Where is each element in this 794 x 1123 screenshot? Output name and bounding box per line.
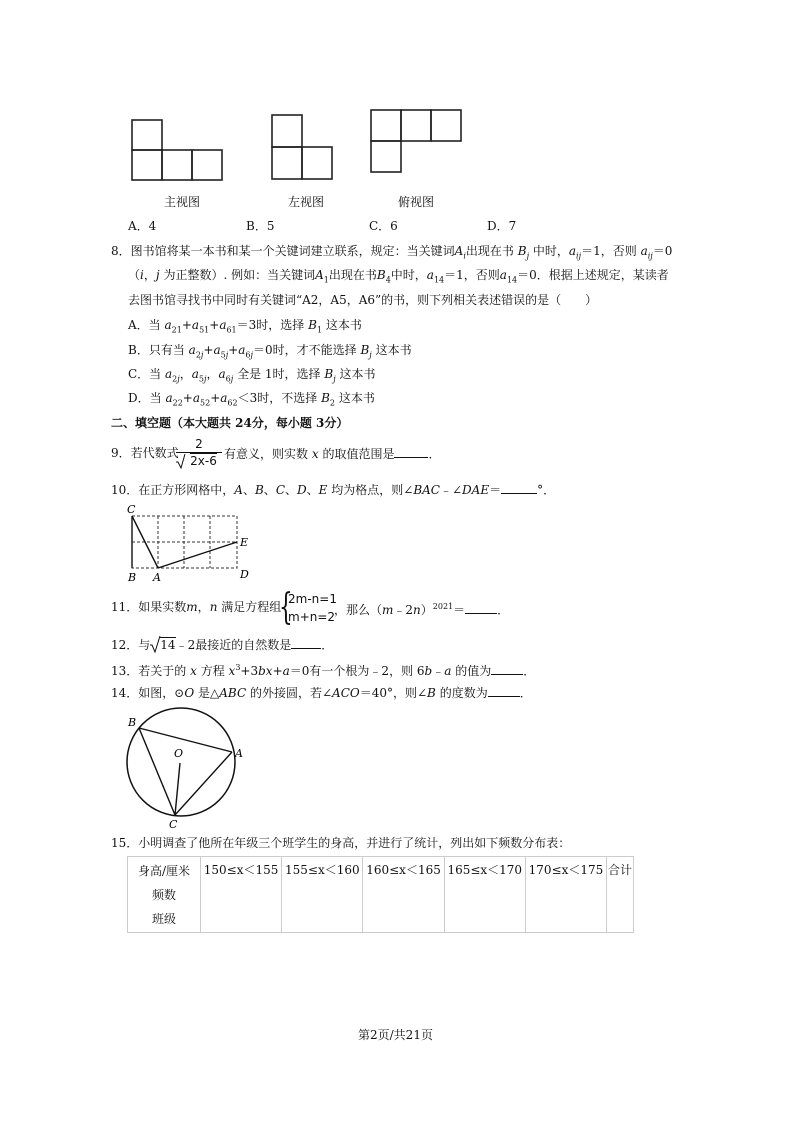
q10-text: 10．在正方形网格中，A、B、C、D、E 均为格点，则∠BAC﹣∠DAE＝ °．	[111, 483, 556, 497]
q14-answer-blank[interactable]	[488, 685, 520, 697]
left-view-label: 左视图	[288, 195, 325, 209]
q10-label-c: C	[127, 503, 136, 516]
q9-text: 有意义，则实数 x 的取值范围是 ．	[224, 447, 441, 461]
q10-label-e: E	[240, 536, 249, 549]
q7-option-b: B．5	[246, 219, 275, 233]
q12-answer-blank[interactable]	[291, 637, 321, 649]
table-header-range-4: 165≤x＜170	[444, 857, 525, 933]
q14-label-c: C	[169, 818, 178, 830]
table-header-range-3: 160≤x＜165	[363, 857, 444, 933]
table-header-range-5: 170≤x＜175	[525, 857, 606, 933]
q8-option-c: C．当 $a_{2j}$，$a_{5j}$，$a_{6j}$ 全是 1时，选择 $B_j$ 这本书	[128, 367, 376, 384]
q9-prefix: 9．若代数式	[111, 446, 179, 460]
section-heading: 二、填空题（本大题共 24分，每小题 3分）	[111, 416, 349, 430]
table-header-total: 合计	[607, 857, 634, 933]
q14-label-a: A	[235, 747, 243, 760]
q15-text: 15．小明调查了他所在年级三个班学生的身高，并进行了统计，列出如下频数分布表：	[111, 836, 571, 850]
top-view-label: 俯视图	[398, 195, 435, 209]
q10-answer-blank[interactable]	[501, 482, 537, 494]
q13-answer-blank[interactable]	[491, 663, 523, 675]
q8-line1: 8．图书馆将某一本书和某一个关键词建立联系，规定：当关键词$A_i$出现在书 $B_j$ 中时，$a_{ij}=1$，否则 $a_{ij}=0$	[111, 244, 673, 261]
q12-text: 12．与 14﹣2最接近的自然数是 ．	[111, 638, 334, 652]
q8-option-d: D．当 $a_{22}+a_{52}+a_{62}<3$时，不选择 $B_2$ 这本书	[128, 391, 375, 408]
q11-eq1: 2m-n=1	[288, 592, 337, 606]
q8-line2: （i，j 为正整数）. 例如：当关键词$A_1$出现在书$B_4$中时，$a_{14}=1$，否则$a_{14}=0$．根据上述规定，某读者	[128, 268, 669, 285]
frequency-table	[127, 856, 634, 933]
table-header-range-2: 155≤x＜160	[282, 857, 363, 933]
q7-option-a: A．4	[128, 219, 157, 233]
q7-option-d: D．7	[487, 219, 517, 233]
q10-grid-figure	[122, 500, 262, 585]
table-header-corner: 身高/厘米 频数 班级	[128, 857, 201, 933]
q11-text-a: 11．如果实数m，n 满足方程组	[111, 600, 282, 614]
q14-circle-figure	[120, 705, 260, 830]
table-header-range-1: 150≤x＜155	[201, 857, 282, 933]
q8-option-b: B．只有当 $a_{2j}+a_{5j}+a_{6j}=0$时，才不能选择 $B_j$ 这本书	[128, 343, 412, 360]
q9-fraction	[176, 438, 222, 468]
q7-option-c: C．6	[369, 219, 398, 233]
q10-label-d: D	[240, 568, 249, 581]
q13-text: 13．若关于的 x 方程 $x^3+3bx+a=0$有一个根为﹣2，则 6b﹣a 的值为 ．	[111, 663, 536, 678]
q10-label-b: B	[128, 571, 137, 584]
q9-numerator: 2	[195, 437, 203, 451]
page-footer: 第2页/共21页	[358, 1028, 433, 1042]
q11-text-b: ，那么（m﹣2n）$^{2021}$＝ ．	[334, 602, 510, 617]
q10-label-a: A	[153, 571, 161, 584]
q11-brace: {	[279, 587, 293, 628]
q8-option-a: A．当 $a_{21}+a_{51}+a_{61}=3$时，选择 $B_1$ 这本书	[128, 318, 362, 335]
q11-answer-blank[interactable]	[465, 602, 497, 614]
q14-text: 14．如图，⊙O 是△ABC 的外接圆，若∠ACO＝40°，则∠B 的度数为 ．	[111, 686, 532, 700]
q9-answer-blank[interactable]	[394, 446, 428, 458]
q14-label-o: O	[174, 747, 184, 760]
q9-denominator: 2x-6	[190, 454, 217, 468]
q8-line3: 去图书馆寻找书中同时有关键词“A2，A5，A6”的书，则下列相关表述错误的是（ ）	[128, 293, 598, 307]
q11-eq2: m+n=2	[288, 610, 336, 624]
q14-label-b: B	[128, 716, 137, 729]
three-views-figure	[120, 100, 480, 190]
front-view-label: 主视图	[164, 195, 201, 209]
